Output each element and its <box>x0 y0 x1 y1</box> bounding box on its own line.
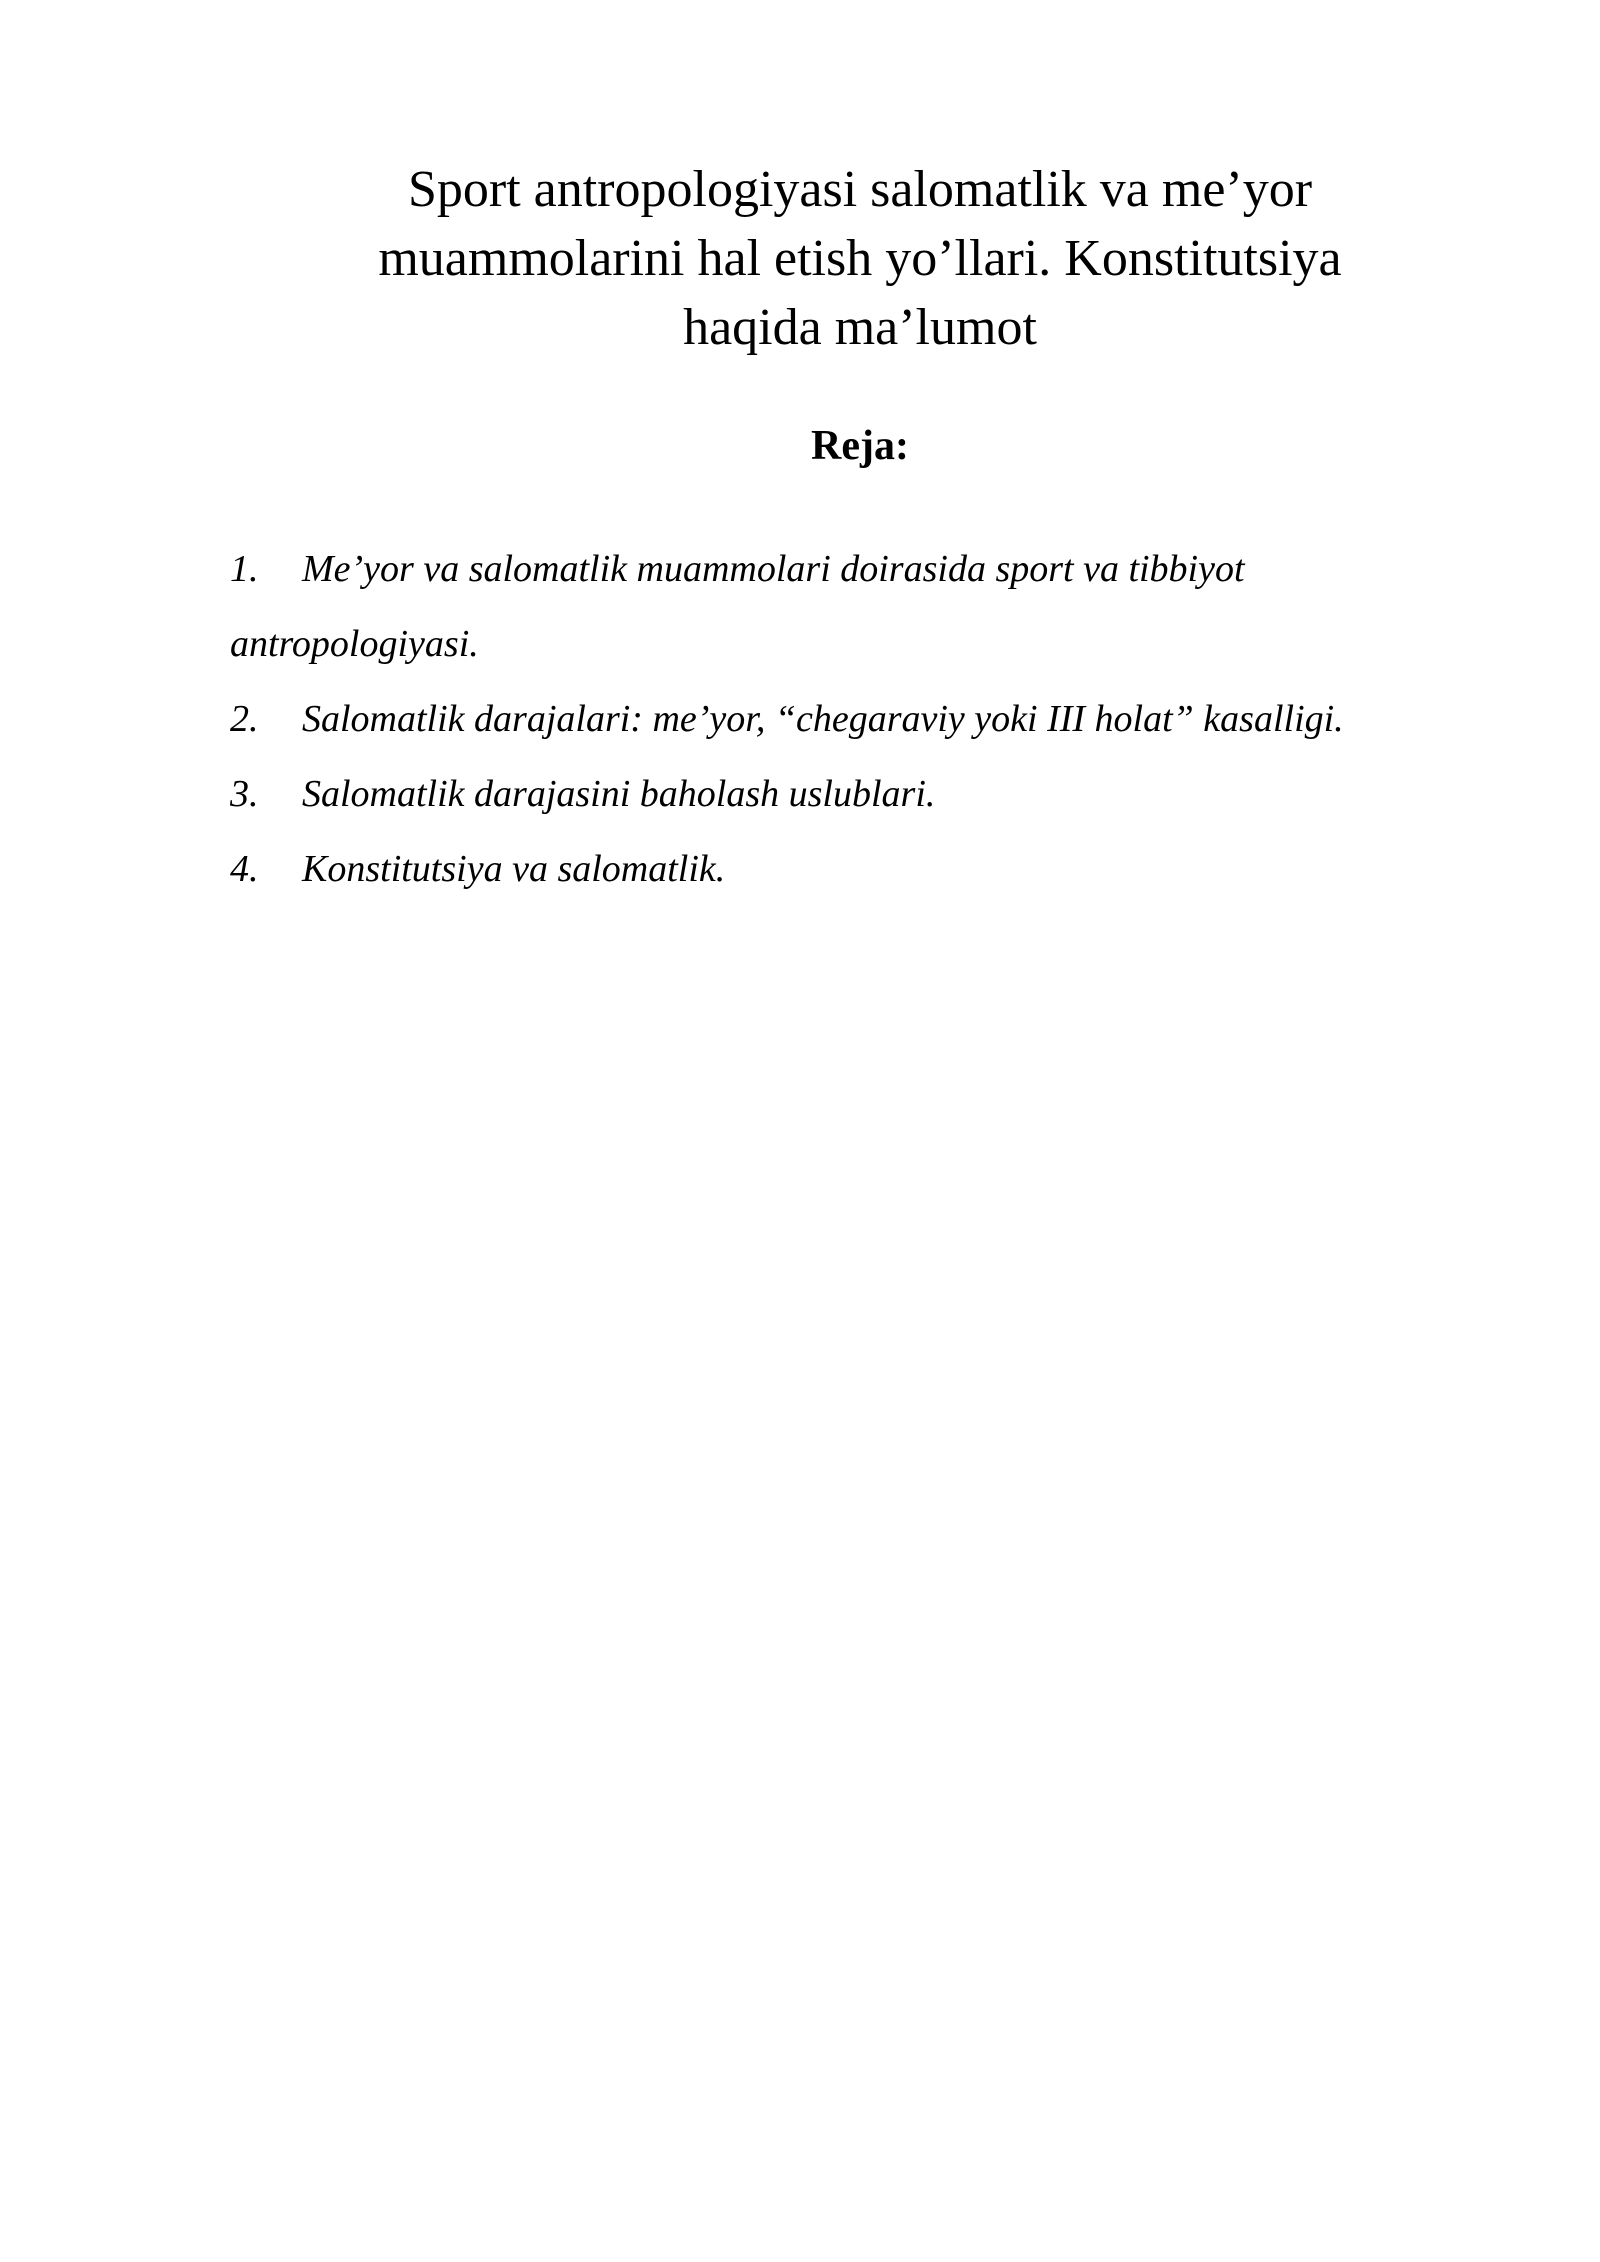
plan-heading: Reja: <box>811 423 909 469</box>
document-title-line: Sport antropologiyasi salomatlik va me’yor <box>407 161 1313 218</box>
plan-item-text: Konstitutsiya va salomatlik. <box>302 848 726 890</box>
plan-item-number: 3. <box>230 773 259 815</box>
plan-item-number: 1. <box>230 548 259 590</box>
document-title-line: haqida ma’lumot <box>683 299 1037 356</box>
plan-item-4 <box>230 832 1530 907</box>
document-title-line: muammolarini hal etish yo’llari. Konstitutsiya <box>378 230 1342 287</box>
plan-item-3 <box>230 757 1530 832</box>
plan-list <box>230 532 1530 907</box>
document-title <box>280 155 1440 362</box>
plan-item-number: 4. <box>230 848 259 890</box>
plan-item-1-continuation <box>230 607 1530 682</box>
plan-item-text: Me’yor va salomatlik muammolari doirasida sport va tibbiyot <box>302 548 1245 590</box>
plan-item-1 <box>230 532 1530 607</box>
plan-item-number: 2. <box>230 698 259 740</box>
plan-item-text-continuation: antropologiyasi. <box>230 623 479 665</box>
plan-item-2 <box>230 682 1530 757</box>
plan-item-text: Salomatlik darajasini baholash uslublari. <box>302 773 936 815</box>
plan-item-text: Salomatlik darajalari: me’yor, “chegaraviy yoki III holat” kasalligi. <box>302 698 1344 740</box>
